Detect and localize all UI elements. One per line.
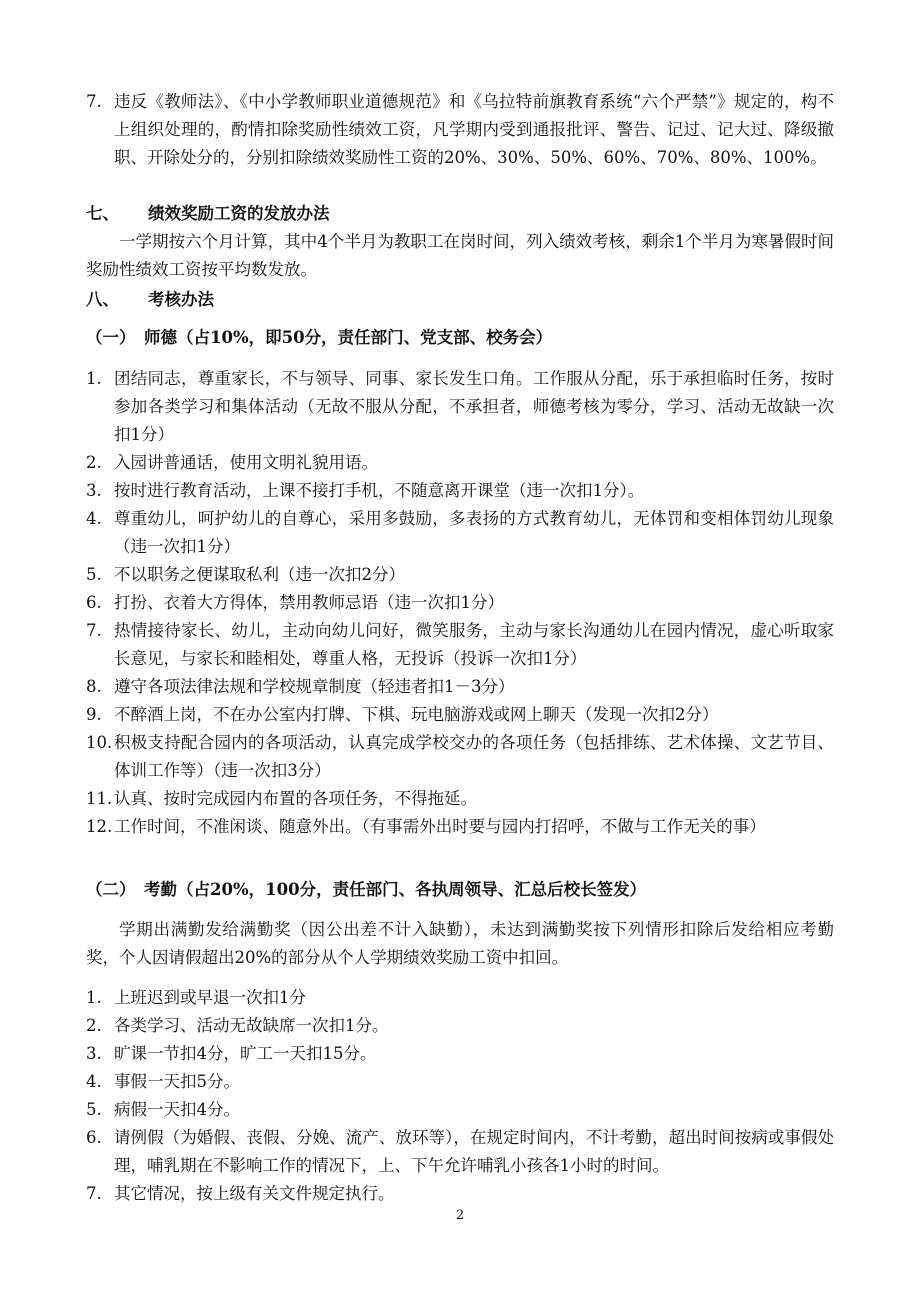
section-heading — [86, 286, 834, 314]
item-text: 尊重幼儿，呵护幼儿的自尊心，采用多鼓励，多表扬的方式教育幼儿，无体罚和变相体罚幼儿现象（违一次扣1分） — [114, 509, 834, 556]
item-text: 按时进行教育活动，上课不接打手机，不随意离开课堂（违一次扣1分）。 — [114, 481, 645, 500]
item-number: 10. — [86, 733, 113, 752]
item-text: 各类学习、活动无故缺席一次扣1分。 — [114, 1016, 389, 1035]
item-text: 积极支持配合园内的各项活动，认真完成学校交办的各项任务（包括排练、艺术体操、文艺节目、体训工作等）（违一次扣3分） — [114, 733, 834, 780]
section-number: 七、 — [86, 204, 119, 223]
list-item — [86, 1180, 834, 1208]
subsection-title: 考勤（占20%，100分，责任部门、各执周领导、汇总后校长签发） — [144, 880, 647, 899]
part-1-list — [86, 365, 834, 841]
item-text: 团结同志，尊重家长，不与领导、同事、家长发生口角。工作服从分配，乐于承担临时任务，按时参加各类学习和集体活动（无故不服从分配，不承担者，师德考核为零分，学习、活动无故缺一次扣1分） — [114, 369, 834, 444]
item-text: 工作时间，不准闲谈、随意外出。（有事需外出时要与园内打招呼，不做与工作无关的事） — [114, 817, 766, 836]
list-item — [86, 88, 834, 172]
item-number: 11. — [86, 789, 113, 808]
list-item — [86, 617, 834, 673]
list-item — [86, 1012, 834, 1040]
section-8 — [86, 286, 834, 314]
item-number: 6. — [86, 593, 102, 612]
section-title: 绩效奖励工资的发放办法 — [148, 204, 330, 223]
item-text: 违反《教师法》、《中小学教师职业道德规范》和《乌拉特前旗教育系统“六个严禁”》规定的，构不上组织处理的，酌情扣除奖励性绩效工资，凡学期内受到通报批评、警告、记过、记大过、降级撤职、开除处分的，分别扣除绩效奖励性工资的20%、30%、50%、60%、70%、80%、100%。 — [114, 92, 834, 167]
item-number: 5. — [86, 1100, 102, 1119]
item-number: 3. — [86, 481, 102, 500]
section-title: 考核办法 — [148, 290, 214, 309]
list-item — [86, 477, 834, 505]
item-text: 热情接待家长、幼儿，主动向幼儿问好，微笑服务，主动与家长沟通幼儿在园内情况，虚心听取家长意见，与家长和睦相处，尊重人格，无投诉（投诉一次扣1分） — [114, 621, 834, 668]
item-number: 1. — [86, 369, 102, 388]
item-text: 上班迟到或早退一次扣1分 — [114, 988, 306, 1007]
item-number: 6. — [86, 1128, 102, 1147]
item-number: 5. — [86, 565, 102, 584]
part-2-heading-block — [86, 876, 834, 904]
list-item — [86, 729, 834, 785]
item-number: 8. — [86, 677, 102, 696]
list-item — [86, 365, 834, 449]
item-text: 认真、按时完成园内布置的各项任务，不得拖延。 — [114, 789, 477, 808]
item-text: 入园讲普通话，使用文明礼貌用语。 — [114, 453, 378, 472]
list-item — [86, 1040, 834, 1068]
subsection-title: 师德（占10%，即50分，责任部门、党支部、校务会） — [144, 328, 553, 347]
list-item — [86, 589, 834, 617]
part-1-heading-block — [86, 324, 834, 352]
page-number: 2 — [455, 1208, 465, 1223]
item-number: 7. — [86, 92, 102, 111]
list-item — [86, 1124, 834, 1180]
subsection-heading — [86, 876, 834, 904]
subsection-number: （一） — [86, 328, 136, 347]
item-text: 旷课一节扣4分，旷工一天扣15分。 — [114, 1044, 377, 1063]
list-item — [86, 701, 834, 729]
list-item — [86, 673, 834, 701]
item-text: 不以职务之便谋取私利（违一次扣2分） — [114, 565, 405, 584]
item-number: 7. — [86, 621, 102, 640]
item-text: 打扮、衣着大方得体，禁用教师忌语（违一次扣1分） — [114, 593, 504, 612]
item-text: 请例假（为婚假、丧假、分娩、流产、放环等），在规定时间内，不计考勤，超出时间按病或事假处理，哺乳期在不影响工作的情况下，上、下午允许哺乳小孩各1小时的时间。 — [114, 1128, 834, 1175]
item-text: 病假一天扣4分。 — [114, 1100, 240, 1119]
list-item — [86, 449, 834, 477]
list-item — [86, 505, 834, 561]
item-text: 遵守各项法律法规和学校规章制度（轻违者扣1－3分） — [114, 677, 515, 696]
item-number: 4. — [86, 1072, 102, 1091]
section-number: 八、 — [86, 290, 119, 309]
list-item — [86, 561, 834, 589]
section-7 — [86, 200, 834, 284]
item-number: 7. — [86, 1184, 102, 1203]
subsection-heading — [86, 324, 834, 352]
subsection-paragraph: 学期出满勤发给满勤奖（因公出差不计入缺勤），未达到满勤奖按下列情形扣除后发给相应考勤奖，个人因请假超出20%的部分从个人学期绩效奖励工资中扣回。 — [86, 920, 834, 967]
list-item — [86, 785, 834, 813]
section-heading — [86, 200, 834, 228]
item-number: 2. — [86, 453, 102, 472]
item-text: 其它情况，按上级有关文件规定执行。 — [114, 1184, 395, 1203]
item-text: 事假一天扣5分。 — [114, 1072, 240, 1091]
list-item — [86, 813, 834, 841]
part-2-intro — [86, 916, 834, 972]
item-number: 1. — [86, 988, 102, 1007]
section-paragraph: 一学期按六个月计算，其中4个半月为教职工在岗时间，列入绩效考核，剩余1个半月为寒暑假时间奖励性绩效工资按平均数发放。 — [86, 232, 834, 279]
list-item — [86, 1096, 834, 1124]
part-2-list — [86, 984, 834, 1208]
list-item — [86, 1068, 834, 1096]
item-number: 3. — [86, 1044, 102, 1063]
item-number: 4. — [86, 509, 102, 528]
item-text: 不醉酒上岗，不在办公室内打牌、下棋、玩电脑游戏或网上聊天（发现一次扣2分） — [114, 705, 719, 724]
item-number: 9. — [86, 705, 102, 724]
item-number: 12. — [86, 817, 113, 836]
subsection-number: （二） — [86, 880, 136, 899]
item-number: 2. — [86, 1016, 102, 1035]
list-item — [86, 984, 834, 1012]
top-list — [86, 88, 834, 172]
